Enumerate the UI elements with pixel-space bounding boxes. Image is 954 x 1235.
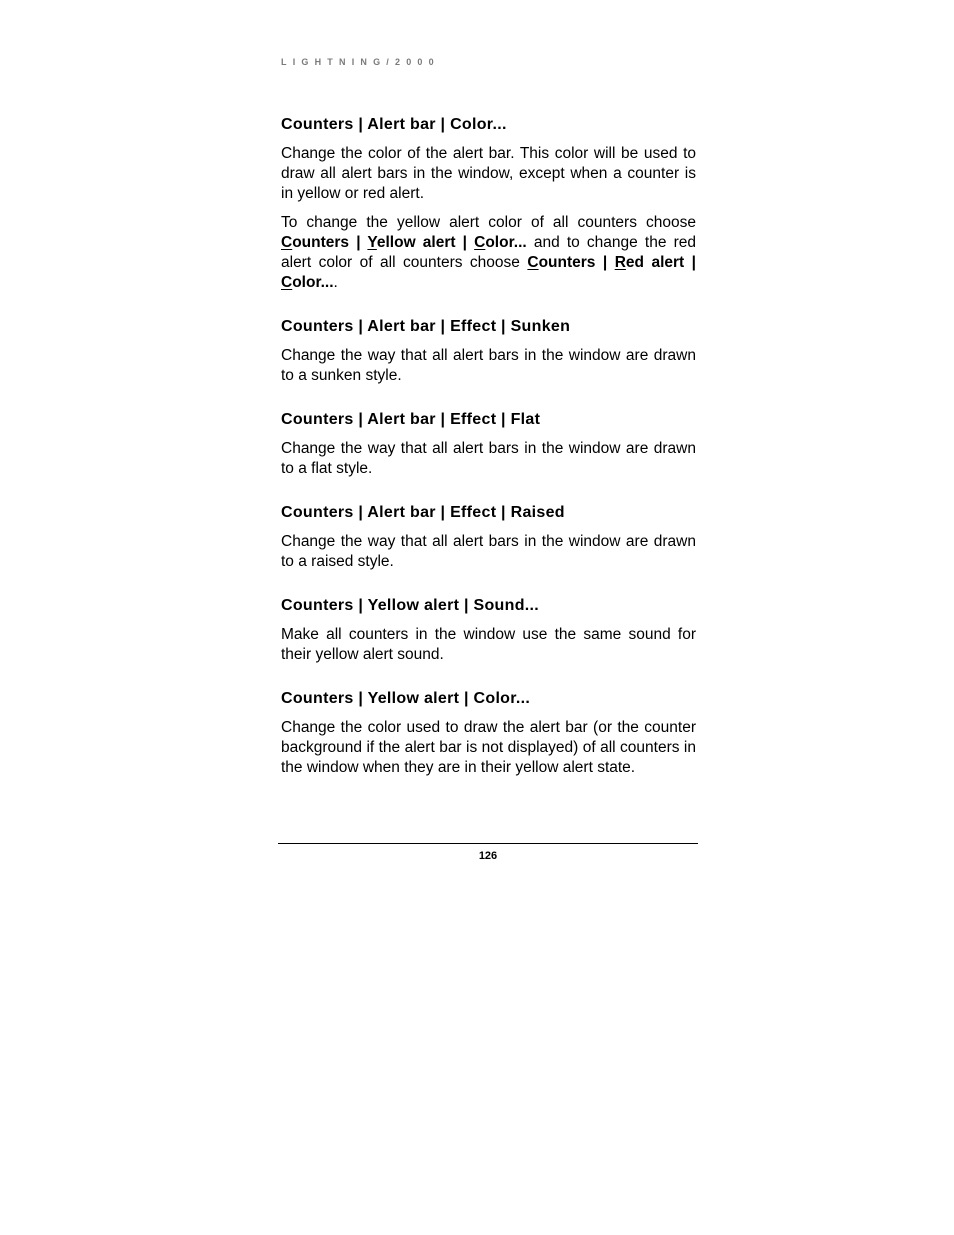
menu-path-text: ounters xyxy=(292,234,350,251)
running-head: LIGHTNING/2000 xyxy=(281,57,440,67)
section-paragraph: Change the way that all alert bars in the window are drawn to a sunken style. xyxy=(281,347,696,384)
menu-path-text: ed alert xyxy=(625,254,685,271)
section-heading: Counters | Alert bar | Color... xyxy=(281,116,507,133)
menu-separator: | xyxy=(684,254,697,271)
section-heading: Counters | Yellow alert | Sound... xyxy=(281,597,540,614)
menu-accelerator-key: C xyxy=(474,234,486,251)
paragraph-text: and to change the red alert color of all counters choose xyxy=(281,234,696,271)
section-paragraph: Change the color of the alert bar. This color will be used to draw all alert bars in the window, except when a counter is in yellow or red alert. xyxy=(281,145,696,202)
section-yellow-alert-sound xyxy=(281,594,696,665)
menu-path-yellow-alert-color xyxy=(281,234,527,251)
menu-separator: | xyxy=(349,234,368,251)
menu-path-text: ounters xyxy=(538,254,596,271)
menu-path-text: olor... xyxy=(485,234,527,251)
section-yellow-alert-color xyxy=(281,687,696,778)
menu-path-text: ellow alert xyxy=(376,234,456,251)
page-body xyxy=(281,113,696,778)
section-paragraph: Change the way that all alert bars in the window are drawn to a raised style. xyxy=(281,533,696,570)
paragraph-text: To change the yellow alert color of all counters choose xyxy=(281,214,696,231)
section-heading: Counters | Alert bar | Effect | Sunken xyxy=(281,318,571,335)
menu-accelerator-key: C xyxy=(281,274,293,291)
section-paragraph: Make all counters in the window use the same sound for their yellow alert sound. xyxy=(281,626,696,663)
paragraph-text: . xyxy=(333,274,338,291)
menu-separator: | xyxy=(595,254,615,271)
section-paragraph: Change the color used to draw the alert bar (or the counter background if the alert bar is not displayed) of all counters in the window when they are in their yellow alert state. xyxy=(281,719,696,776)
section-heading: Counters | Alert bar | Effect | Raised xyxy=(281,504,565,521)
menu-accelerator-key: C xyxy=(281,234,293,251)
section-heading: Counters | Alert bar | Effect | Flat xyxy=(281,411,541,428)
section-paragraph: Change the way that all alert bars in the window are drawn to a flat style. xyxy=(281,440,696,477)
menu-separator: | xyxy=(455,234,475,251)
section-alert-bar-effect-flat xyxy=(281,408,696,479)
footer-rule xyxy=(278,843,698,844)
menu-accelerator-key: R xyxy=(614,254,626,271)
section-alert-bar-effect-raised xyxy=(281,501,696,572)
section-heading: Counters | Yellow alert | Color... xyxy=(281,690,531,707)
section-alert-bar-color xyxy=(281,113,696,293)
menu-path-text: olor... xyxy=(292,274,334,291)
menu-accelerator-key: C xyxy=(527,254,539,271)
menu-accelerator-key: Y xyxy=(367,234,377,251)
page-number: 126 xyxy=(478,850,498,862)
section-alert-bar-effect-sunken xyxy=(281,315,696,386)
section-paragraph-menu-instructions xyxy=(281,213,696,293)
